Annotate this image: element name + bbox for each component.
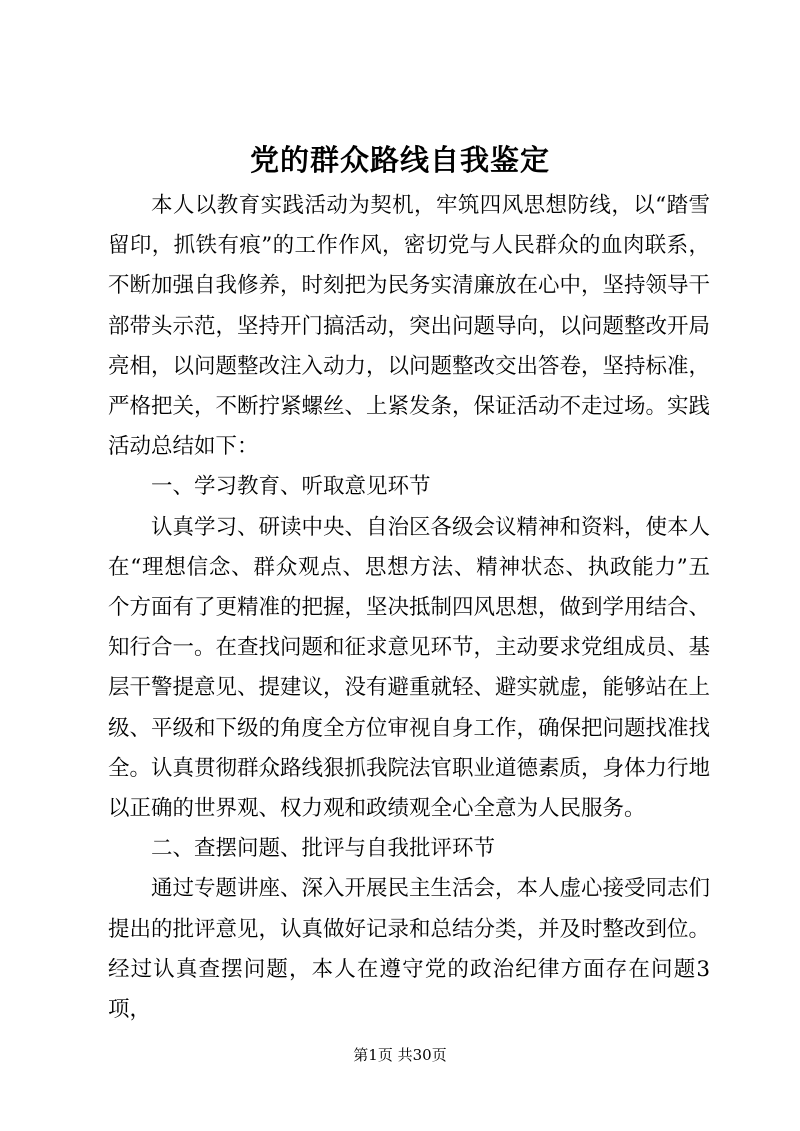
section-heading-1: 一、学习教育、听取意见环节 — [151, 474, 431, 500]
paragraph-intro: 本人以教育实践活动为契机，牢筑四风思想防线，以“踏雪留印，抓铁有痕”的工作作风，密切党与人民群众的血肉联系，不断加强自我修养，时刻把为民务实清廉放在心中，坚持领导干部带头示范，坚持开门搞活动，突出问题导向，以问题整改开局亮相，以问题整改注入动力，以问题整改交出答卷，坚持标准，严格把关，不断拧紧螺丝、上紧发条，保证活动不走过场。实践活动总结如下： — [108, 193, 711, 460]
paragraph-section-2: 通过专题讲座、深入开展民主生活会，本人虚心接受同志们提出的批评意见，认真做好记录和总结分类，并及时整改到位。经过认真查摆问题，本人在遵守党的政治纪律方面存在问题3项， — [108, 876, 711, 1023]
document-body — [108, 186, 710, 1030]
page-number: 第1页 共30页 — [353, 1046, 447, 1064]
section-heading-2: 二、查摆问题、批评与自我批评环节 — [151, 836, 496, 862]
paragraph-section-1: 认真学习、研读中央、自治区各级会议精神和资料，使本人在“理想信念、群众观点、思想方法、精神状态、执政能力”五个方面有了更精准的把握，坚决抵制四风思想，做到学用结合、知行合一。在查找问题和征求意见环节，主动要求党组成员、基层干警提意见、提建议，没有避重就轻、避实就虚，能够站在上级、平级和下级的角度全方位审视自身工作，确保把问题找准找全。认真贯彻群众路线狠抓我院法官职业道德素质，身体力行地以正确的世界观、权力观和政绩观全心全意为人民服务。 — [108, 514, 711, 822]
document-title: 党的群众路线自我鉴定 — [249, 143, 550, 177]
